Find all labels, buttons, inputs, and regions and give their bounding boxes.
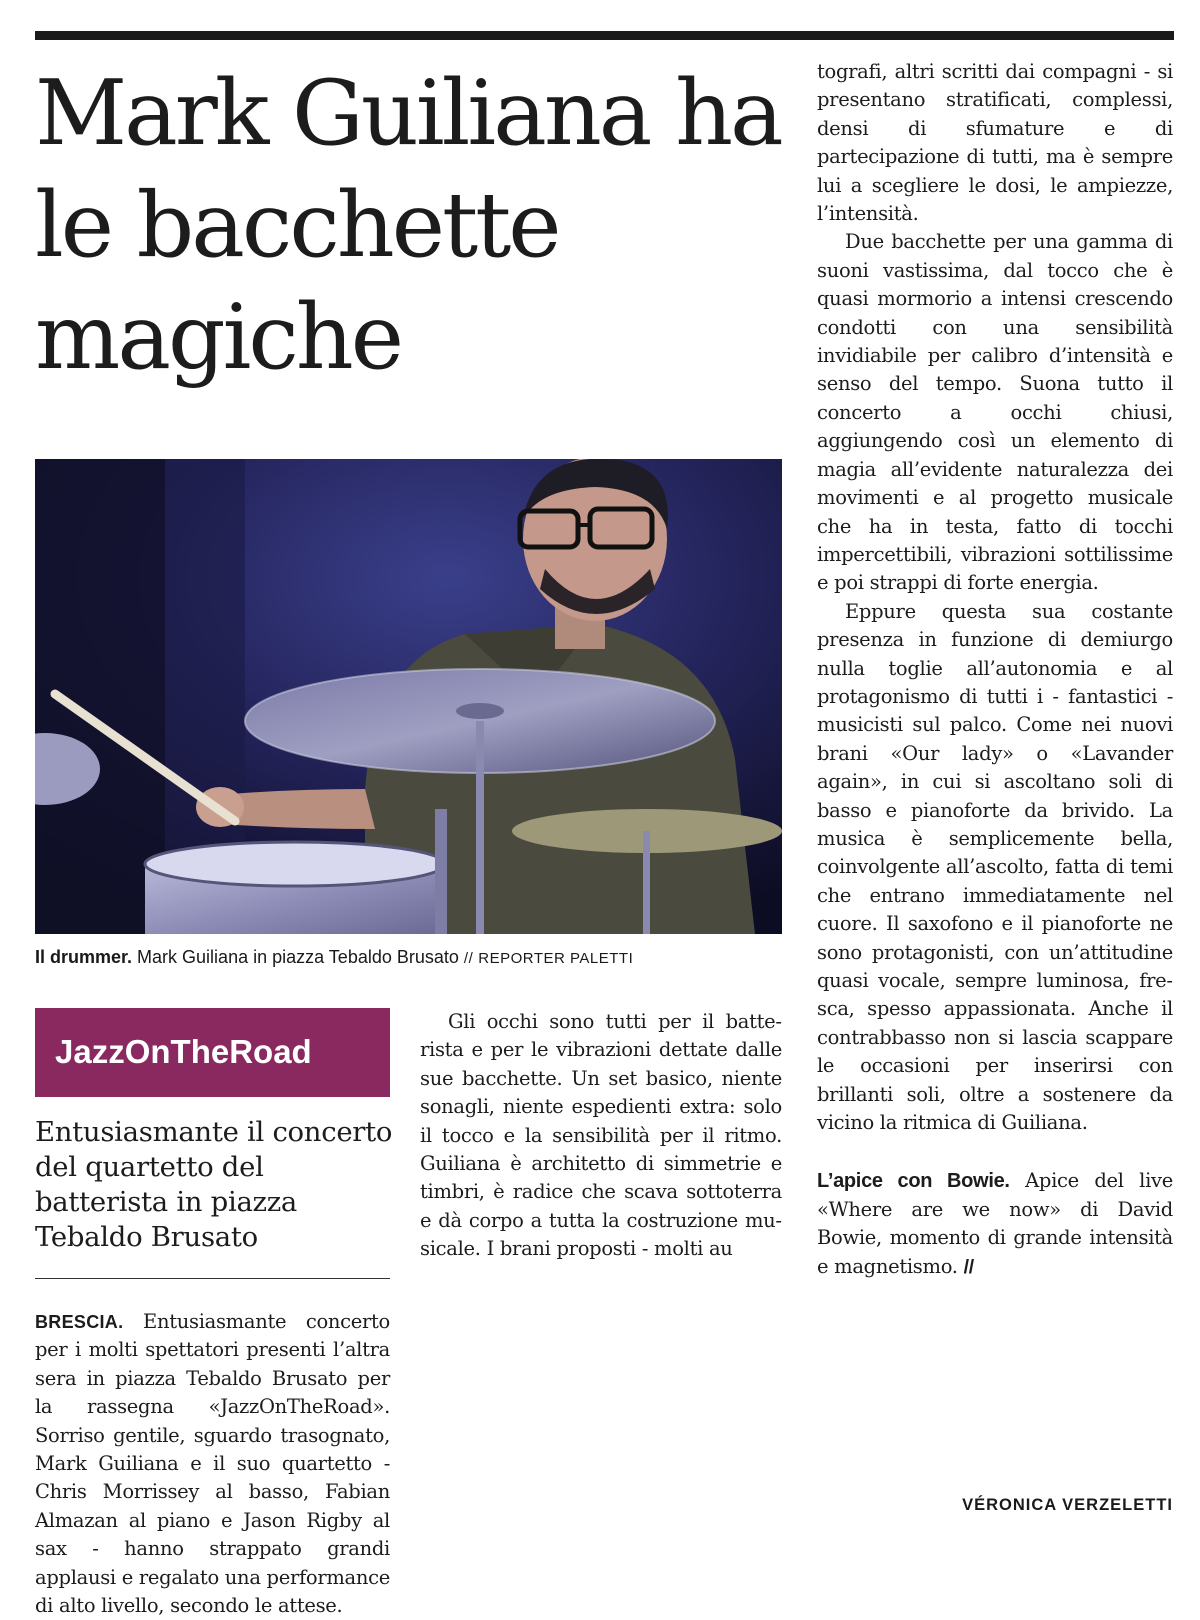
byline: VÉRONICA VERZELETTI [962,1496,1173,1514]
subhead-rule [35,1278,390,1279]
body-paragraph-3: Due bacchette per una gamma di suoni vastissima, dal tocco che è quasi mormorio a intensi crescendo condotti con una sensibilità invidiabile per calibro d’intensità e senso del tempo. Suona tutto il concerto a occhi chiusi, aggiungendo così un elemento di magia all’evidente naturalezza dei movimenti e al progetto musicale che ha in testa, fatto di tocchi impercettibili, vibrazioni sottilissime e poi strappi di forte energia. [817,230,1173,595]
photo-credit: REPORTER PALETTI [478,950,634,967]
caption-text: Mark Guiliana in piazza Tebaldo Brusato [137,947,459,967]
photo-caption [35,944,795,972]
dateline: BRESCIA. [35,1312,124,1332]
end-mark: // [963,1255,974,1278]
body-paragraph-1: Entusiasmante concerto per i molti spettatori presenti l’altra sera in piazza Tebaldo Brusato per la rassegna «JazzOnTheRoad». Sorriso gentile, sguardo trasognato, Mark Guiliana e il suo quartetto - Chris Morrissey al basso, Fabian Almazan al piano e Jason Rigby al sax - hanno strappato grandi applausi e regalato una performance di alto livello, secondo le attese. [35,1310,391,1618]
caption-lead: Il drummer. [35,947,133,967]
body-paragraph-2-continued: tografi, altri scritti dai compagni - si presentano stratificati, complessi, densi di sfumature e di partecipazione di tutti, ma è sempre lui a scegliere le dosi, le ampiezze, l’intensità. [817,60,1173,226]
runin-subhead: L’apice con Bowie. [817,1170,1010,1193]
article-column-1 [35,1308,390,1620]
concert-photo [35,459,782,934]
body-paragraph-4: Eppure questa sua costante presenza in funzione di demiurgo nulla toglie all’autonomia e al protagonismo di tutti i - fantastici - musicisti sul palco. Come nei nuovi brani «Our lady» o «Lavander again», in cui si ascoltano soli di basso e pianoforte da brivido. La musica è semplicemente bella, coinvolgente all’ascolto, fatta di temi che entrano immediatamente nel cuore. Il saxofono e il pianoforte ne sono protagonisti, con un’attitudine quasi vocale, sempre luminosa, fresca, spesso appassionata. Anche il contrabbasso non si lascia scappare le occasioni per inserirsi con brillanti soli, oltre a sostenere da vicino la ritmica di Guiliana. [817,599,1173,1135]
article-column-3 [817,58,1173,1281]
headline: Mark Guiliana ha le bacchette magiche [35,61,781,390]
article-column-2 [420,1008,782,1264]
caption-credit-separator: // [463,950,474,967]
body-paragraph-2: Gli occhi sono tutti per il batterista e per le vibrazioni dettate dalle sue bacchette. Un set basico, niente sonagli, niente espedienti extra: solo il tocco e la sensibilità per il ritmo. Guiliana è architetto di simmetrie e timbri, è radice che scava sottoterra e dà corpo a tutta la costruzione musicale. I brani proposti - molti au [420,1010,782,1261]
section-tag-box [35,1008,390,1097]
section-tag: JazzOnTheRoad [55,1033,312,1070]
body-paragraph-5: Apice del live «Where are we now» di David Bowie, momento di grande intensità e magnetismo. [817,1169,1173,1278]
top-rule [35,31,1174,40]
subheadline: Entusiasmante il concerto del quartetto del batterista in piazza Tebaldo Brusato [35,1116,393,1253]
